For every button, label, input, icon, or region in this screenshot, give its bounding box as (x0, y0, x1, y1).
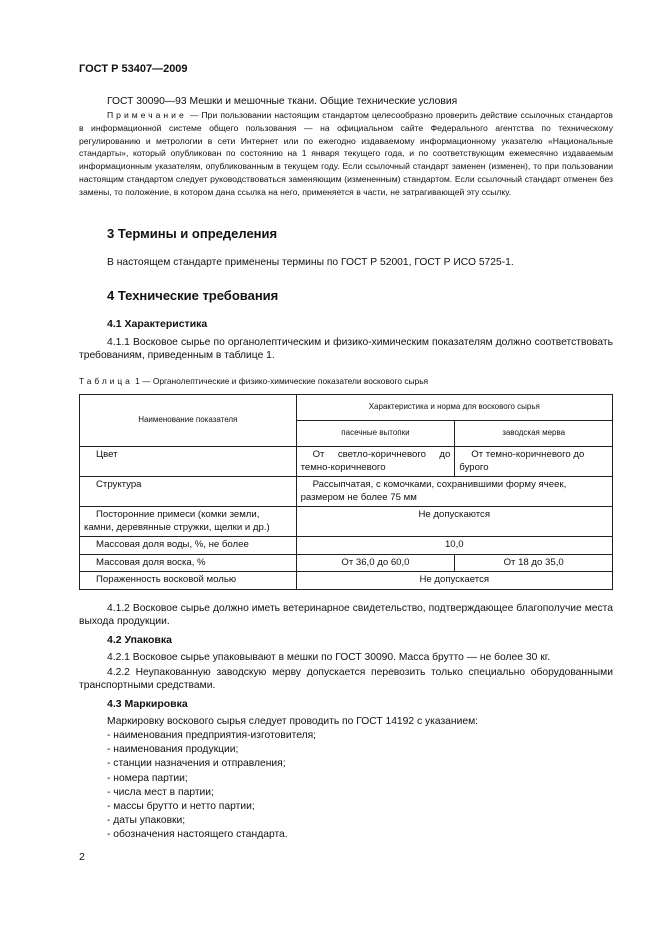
list-item: - наименования предприятия-изготовителя; (107, 730, 317, 741)
header-group: Характеристика и норма для воскового сырья (296, 395, 612, 421)
cell: Посторонние примеси (комки земли, камни, деревянные стружки, щелки и др.) (80, 507, 297, 537)
table-row (80, 554, 613, 572)
list-item: - наименования продукции; (107, 744, 239, 756)
section-4-3-title: 4.3 Маркировка (107, 698, 188, 710)
table-1 (79, 394, 613, 590)
cell: Массовая доля воды, %, не более (80, 537, 297, 555)
paragraph-4-2-2: 4.2.2 Неупакованную заводскую мерву допускается перевозить только специально оборудованными транспортными средствами. (79, 667, 613, 692)
table-row (80, 572, 613, 590)
table-caption (79, 376, 428, 386)
section-4-3-text: Маркировку воскового сырья следует проводить по ГОСТ 14192 с указанием: (107, 716, 479, 727)
cell: Цвет (80, 447, 297, 477)
cell: Пораженность восковой молью (80, 572, 297, 590)
cell: От светло-коричневого до темно-коричневого (296, 447, 455, 477)
list-item: - обозначения настоящего стандарта. (107, 829, 288, 841)
paragraph-4-2-1: 4.2.1 Восковое сырье упаковывают в мешки по ГОСТ 30090. Масса брутто — не более 30 кг. (107, 652, 551, 663)
section-3-text: В настоящем стандарте применены термины по ГОСТ Р 52001, ГОСТ Р ИСО 5725-1. (107, 257, 514, 268)
list-item: - номера партии; (107, 772, 188, 784)
cell: Структура (80, 477, 297, 507)
paragraph-4-1-2: 4.1.2 Восковое сырье должно иметь ветеринарное свидетельство, подтверждающее благополучие места выхода продукции. (79, 603, 613, 628)
marking-list (107, 729, 316, 843)
table-row (80, 447, 613, 477)
note (79, 109, 613, 199)
table-caption-label: Таблица (79, 376, 133, 386)
section-4-2-title: 4.2 Упаковка (107, 634, 172, 646)
table-row (80, 507, 613, 537)
cell: 10,0 (296, 537, 612, 555)
reference-line: ГОСТ 30090—93 Мешки и мешочные ткани. Общие технические условия (107, 96, 458, 107)
cell: Массовая доля воска, % (80, 554, 297, 572)
cell: Не допускается (296, 572, 612, 590)
section-3-title: 3 Термины и определения (107, 226, 278, 241)
header-col2: заводская мерва (455, 421, 613, 447)
list-item: - даты упаковки; (107, 815, 186, 827)
table-row (80, 477, 613, 507)
cell: От 36,0 до 60,0 (296, 554, 455, 572)
cell: От 18 до 35,0 (455, 554, 613, 572)
note-text: — При пользовании настоящим стандартом целесообразно проверить действие ссылочных стандартов в информационной системе общего пользования — на официальном сайте Федерального агентства по техническому регулированию и метрологии в сети Интернет или по ежегодно издаваемому информационному указателю «Национальные стандарты», который опубликован по состоянию на 1 января текущего года, и по соответствующим ежемесячно издаваемым информационным указателям, опубликованным в текущем году. Если ссылочный стандарт заменен (изменен), то при пользовании настоящим стандартом следует руководствоваться заменяющим (измененным) стандартом. Если ссылочный стандарт отменен без замены, то положение, в котором дана ссылка на него, применяется в части, не затрагивающей эту ссылку. (79, 110, 613, 197)
section-4-1-title: 4.1 Характеристика (107, 318, 208, 330)
cell: Рассыпчатая, с комочками, сохранившими форму ячеек, размером не более 75 мм (296, 477, 612, 507)
header-name: Наименование показателя (80, 395, 297, 447)
page-number: 2 (79, 851, 85, 863)
header-col1: пасечные вытопки (296, 421, 455, 447)
table-row (80, 537, 613, 555)
section-4-title: 4 Технические требования (107, 288, 279, 303)
paragraph-4-1-1: 4.1.1 Восковое сырье по органолептическим и физико-химическим показателям должно соответствовать требованиям, приведенным в таблице 1. (79, 337, 613, 362)
cell: Не допускаются (296, 507, 612, 537)
list-item: - массы брутто и нетто партии; (107, 801, 255, 813)
document-header: ГОСТ Р 53407—2009 (79, 63, 188, 75)
note-label: Примечание (107, 110, 187, 120)
list-item: - станции назначения и отправления; (107, 758, 286, 770)
cell: От темно-коричневого до бурого (455, 447, 613, 477)
list-item: - числа мест в партии; (107, 786, 214, 798)
table-caption-text: 1 — Органолептические и физико-химические показатели воскового сырья (132, 376, 429, 386)
